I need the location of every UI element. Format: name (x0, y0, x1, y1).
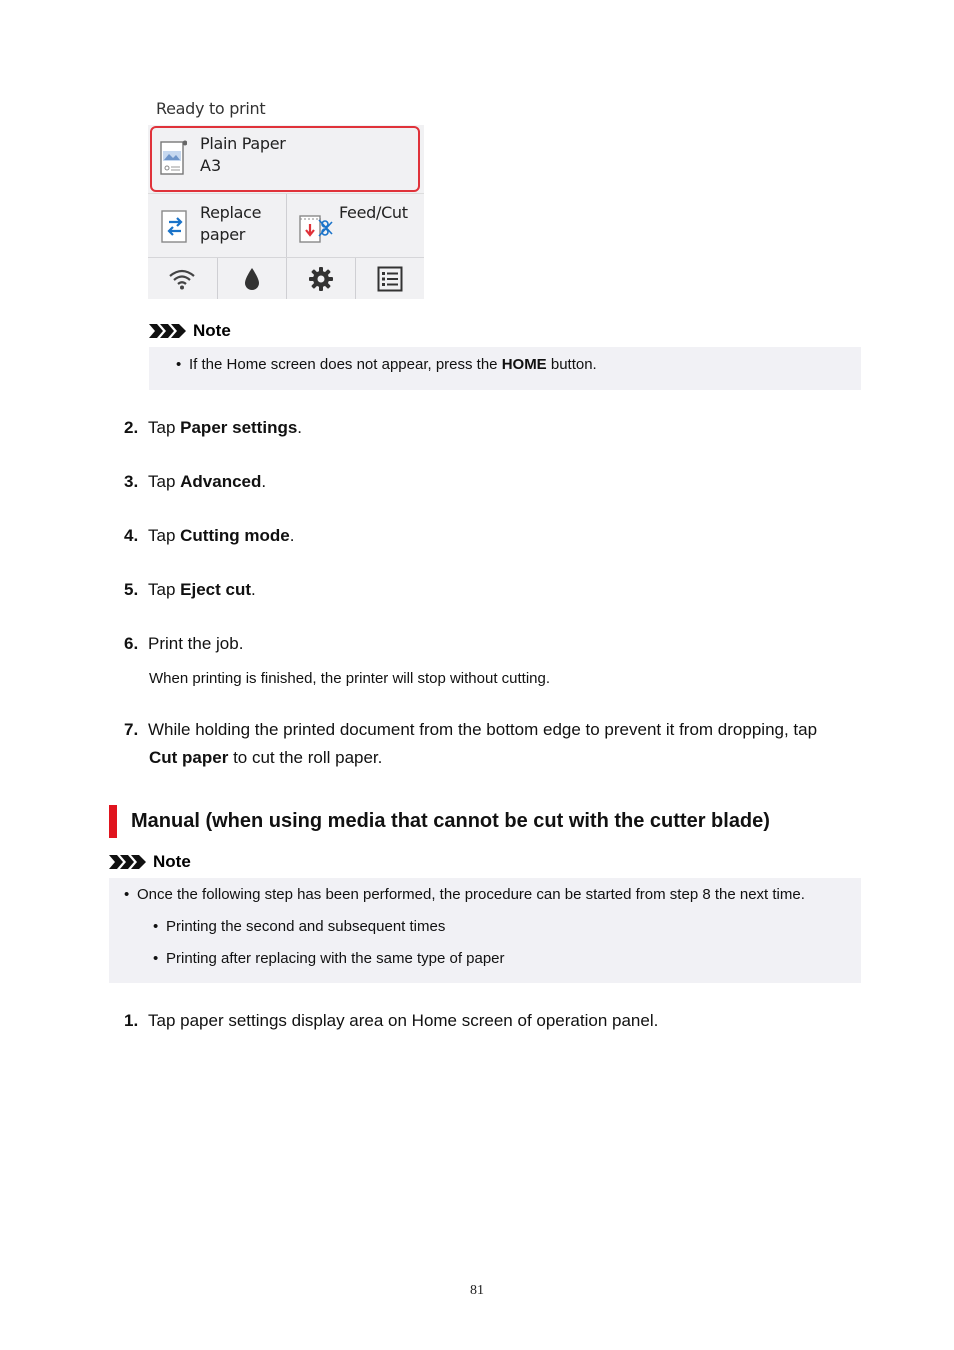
note-heading (109, 852, 191, 872)
section-heading (109, 805, 770, 838)
ink-drop-icon (244, 267, 260, 291)
wifi-icon (168, 268, 196, 290)
replace-label-line1: Replace (200, 203, 262, 222)
settings-button[interactable] (287, 258, 355, 299)
step-4: 4. Tap Cutting mode. (124, 526, 295, 545)
operation-panel-screenshot (148, 96, 424, 298)
ink-button[interactable] (218, 258, 286, 299)
note-heading-text: Note (153, 852, 191, 871)
note-item: • Once the following step has been performed, the procedure can be started from step 8 the next time. (124, 886, 805, 903)
note-item: • If the Home screen does not appear, press the HOME button. (176, 356, 597, 373)
note-box (149, 347, 861, 390)
feed-cut-label: Feed/Cut (339, 203, 408, 222)
replace-label-line2: paper (200, 225, 246, 244)
section-accent-bar (109, 805, 117, 838)
note-heading (149, 321, 231, 341)
step-7: 7. While holding the printed document from the bottom edge to prevent it from dropping, tap (124, 720, 818, 739)
section-title: Manual (when using media that cannot be cut with the cutter blade) (131, 810, 770, 832)
icon-row (148, 257, 424, 299)
status-text: Ready to print (156, 99, 266, 118)
step-1: 1. Tap paper settings display area on Home screen of operation panel. (124, 1011, 659, 1030)
note-chevrons-icon (109, 853, 147, 871)
paper-icon (159, 139, 187, 177)
gear-icon (308, 266, 334, 292)
note-box (109, 878, 861, 983)
step-6-description: When printing is finished, the printer will stop without cutting. (149, 670, 551, 687)
note-heading-text: Note (193, 321, 231, 340)
replace-paper-button[interactable] (148, 194, 286, 257)
step-7-continuation: Cut paper to cut the roll paper. (149, 748, 383, 767)
note-subitem: • Printing the second and subsequent times (153, 918, 446, 935)
action-row (148, 193, 424, 257)
note-chevrons-icon (149, 322, 187, 340)
step-3: 3. Tap Advanced. (124, 472, 267, 491)
menu-list-button[interactable] (356, 258, 424, 299)
feed-cut-button[interactable] (287, 194, 424, 257)
page-number: 81 (470, 1283, 484, 1298)
paper-size-label: A3 (200, 156, 222, 175)
list-icon (377, 266, 403, 292)
step-6: 6. Print the job. (124, 634, 244, 653)
wifi-button[interactable] (148, 258, 216, 299)
feed-cut-icon (299, 210, 333, 244)
replace-paper-icon (161, 210, 191, 244)
step-5: 5. Tap Eject cut. (124, 580, 256, 599)
note-subitem: • Printing after replacing with the same type of paper (153, 950, 505, 967)
step-2: 2. Tap Paper settings. (124, 418, 303, 437)
paper-type-label: Plain Paper (200, 134, 286, 153)
paper-settings-area[interactable] (148, 125, 424, 193)
